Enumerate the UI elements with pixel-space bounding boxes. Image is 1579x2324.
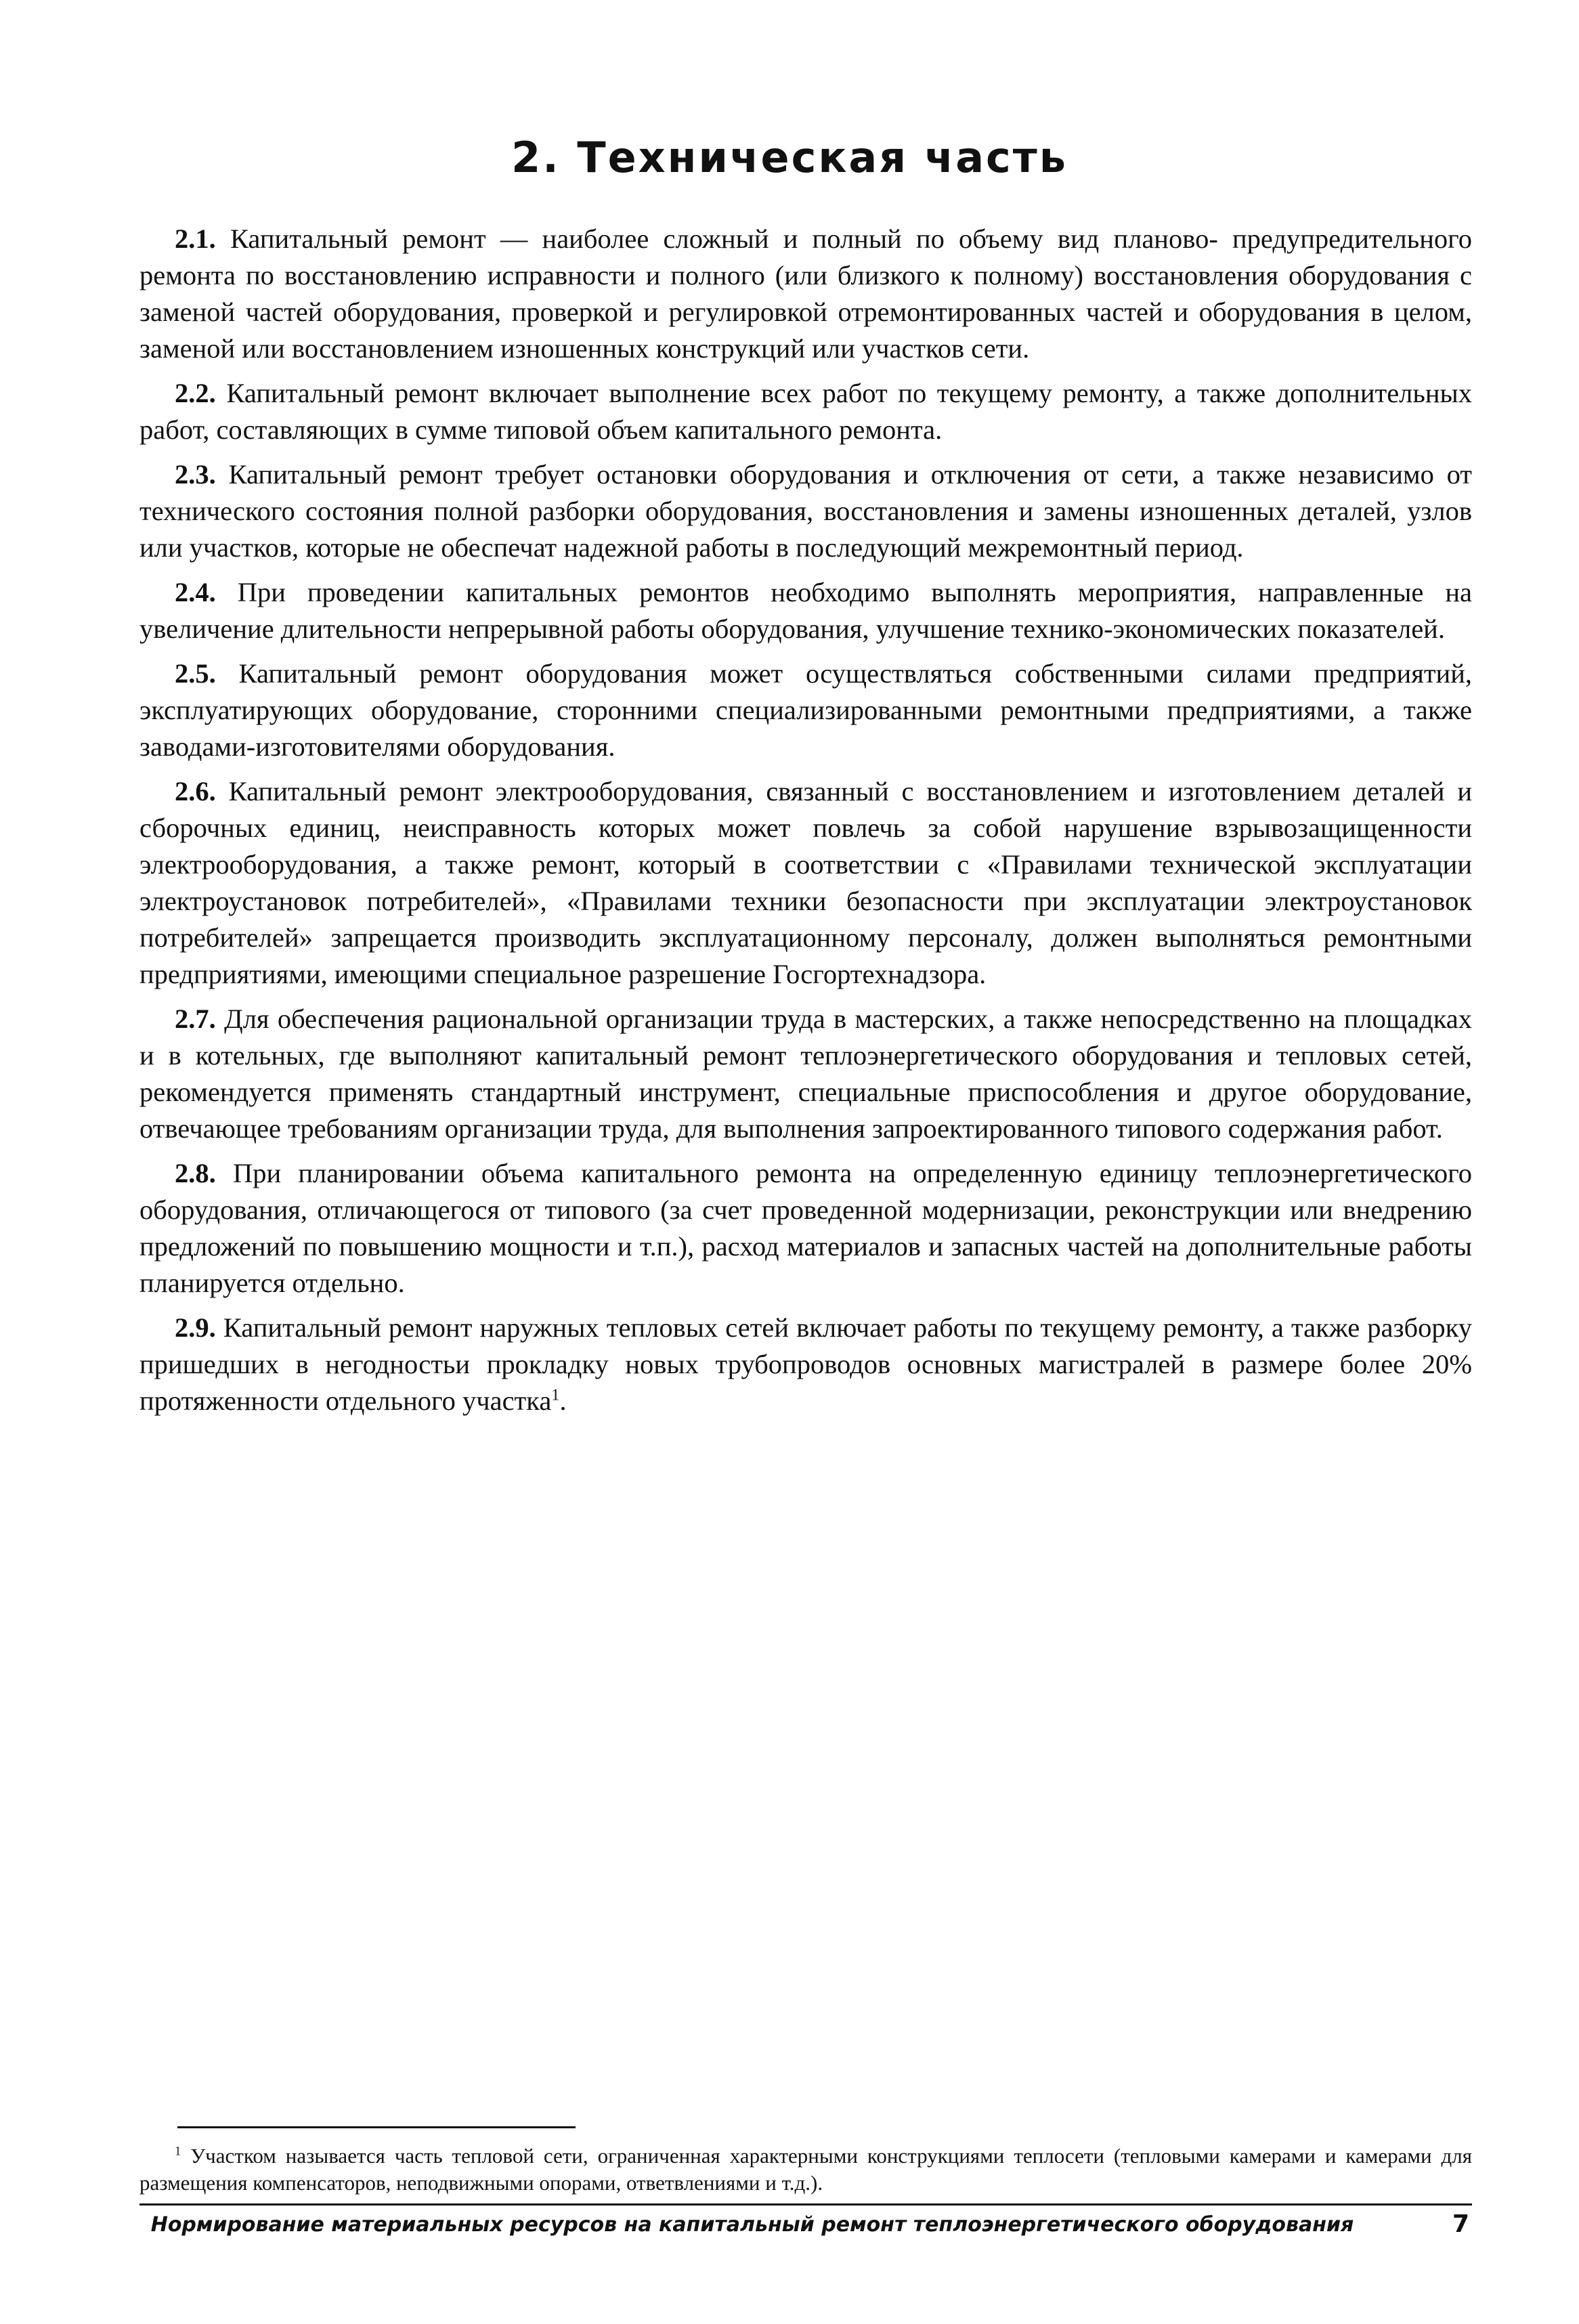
body-text bbox=[139, 221, 1472, 1427]
paragraph-number: 2.2. bbox=[175, 378, 216, 408]
paragraph-number: 2.9. bbox=[175, 1312, 216, 1343]
paragraph-text: Капитальный ремонт наружных тепловых сетей включает работы по текущему ремонту, а также разборку пришедших в негодностьи прокладку новых трубопроводов основных магистралей в размере более 20% протяженности отдельного участка bbox=[139, 1312, 1472, 1416]
paragraph-2-2 bbox=[139, 375, 1472, 448]
paragraph-number: 2.5. bbox=[175, 658, 216, 689]
paragraph-text: Капитальный ремонт оборудования может осуществляться собственными силами предприятий, эксплуатирующих оборудование, сторонними специализированными ремонтными предприятиями, а также заводами-изготовителями оборудования. bbox=[139, 658, 1473, 762]
footnote bbox=[139, 2143, 1472, 2197]
footnote-reference: 1 bbox=[551, 1385, 560, 1404]
paragraph-number: 2.7. bbox=[175, 1004, 216, 1034]
paragraph-text: Капитальный ремонт — наиболее сложный и полный по объему вид планово- предупредительного ремонта по восстановлению исправности и полного (или близкого к полному) восстановления оборудования с заменой частей оборудования, проверкой и регулировкой отремонтированных частей и оборудования в целом, заменой или восстановлением изношенных конструкций или участков сети. bbox=[139, 223, 1473, 364]
paragraph-2-9 bbox=[139, 1310, 1472, 1419]
page-number: 7 bbox=[1452, 2210, 1469, 2238]
paragraph-2-3 bbox=[139, 456, 1472, 566]
paragraph-2-4 bbox=[139, 574, 1472, 647]
running-footer-title: Нормирование материальных ресурсов на капитальный ремонт теплоэнергетического оборудования bbox=[150, 2213, 1354, 2237]
paragraph-2-1 bbox=[139, 221, 1472, 367]
paragraph-text: Для обеспечения рациональной организации труда в мастерских, а также непосредственно на площадках и в котельных, где выполняют капитальный ремонт теплоэнергетического оборудования и тепловых сетей, рекомендуется применять стандартный инструмент, специальные приспособления и другое оборудование, отвечающее требованиям организации труда, для выполнения запроектированного типового содержания работ. bbox=[139, 1004, 1472, 1144]
footer-divider bbox=[139, 2203, 1472, 2205]
paragraph-number: 2.4. bbox=[175, 577, 216, 607]
paragraph-number: 2.8. bbox=[175, 1158, 216, 1188]
paragraph-number: 2.6. bbox=[175, 776, 216, 806]
paragraph-tail: . bbox=[559, 1385, 567, 1416]
paragraph-text: При планировании объема капитального ремонта на определенную единицу теплоэнергетического оборудования, отличающегося от типового (за счет проведенной модернизации, реконструкции или внедрению предложений по повышению мощности и т.п.), расход материалов и запасных частей на дополнительные работы планируется отдельно. bbox=[139, 1158, 1472, 1298]
footnote-divider bbox=[177, 2126, 576, 2128]
paragraph-text: Капитальный ремонт включает выполнение всех работ по текущему ремонту, а также дополнительных работ, составляющих в сумме типовой объем капитального ремонта. bbox=[139, 378, 1472, 445]
paragraph-text: Капитальный ремонт требует остановки оборудования и отключения от сети, а также независимо от технического состояния полной разборки оборудования, восстановления и замены изношенных деталей, узлов или участков, которые не обеспечат надежной работы в последующий межремонтный период. bbox=[139, 459, 1473, 563]
paragraph-text: При проведении капитальных ремонтов необходимо выполнять мероприятия, направленные на увеличение длительности непрерывной работы оборудования, улучшение технико-экономических показателей. bbox=[139, 577, 1472, 644]
footnote-text: Участком называется часть тепловой сети, ограниченная характерными конструкциями теплосети (тепловыми камерами и камерами для размещения компенсаторов, неподвижными опорами, ответвлениями и т.д.). bbox=[139, 2144, 1472, 2195]
paragraph-number: 2.1. bbox=[175, 223, 216, 254]
footnote-marker: 1 bbox=[175, 2144, 181, 2159]
paragraph-2-5 bbox=[139, 655, 1472, 765]
paragraph-2-7 bbox=[139, 1001, 1472, 1147]
section-title: 2. Техническая часть bbox=[511, 133, 1068, 182]
paragraph-text: Капитальный ремонт электрооборудования, связанный с восстановлением и изготовлением деталей и сборочных единиц, неисправность которых может повлечь за собой нарушение взрывозащищенности электрооборудования, а также ремонт, который в соответствии с «Правилами технической эксплуатации электроустановок потребителей», «Правилами техники безопасности при эксплуатации электроустановок потребителей» запрещается производить эксплуатационному персоналу, должен выполняться ремонтными предприятиями, имеющими специальное разрешение Госгортехнадзора. bbox=[139, 776, 1473, 989]
paragraph-2-8 bbox=[139, 1155, 1472, 1301]
paragraph-number: 2.3. bbox=[175, 459, 216, 490]
paragraph-2-6 bbox=[139, 773, 1472, 993]
